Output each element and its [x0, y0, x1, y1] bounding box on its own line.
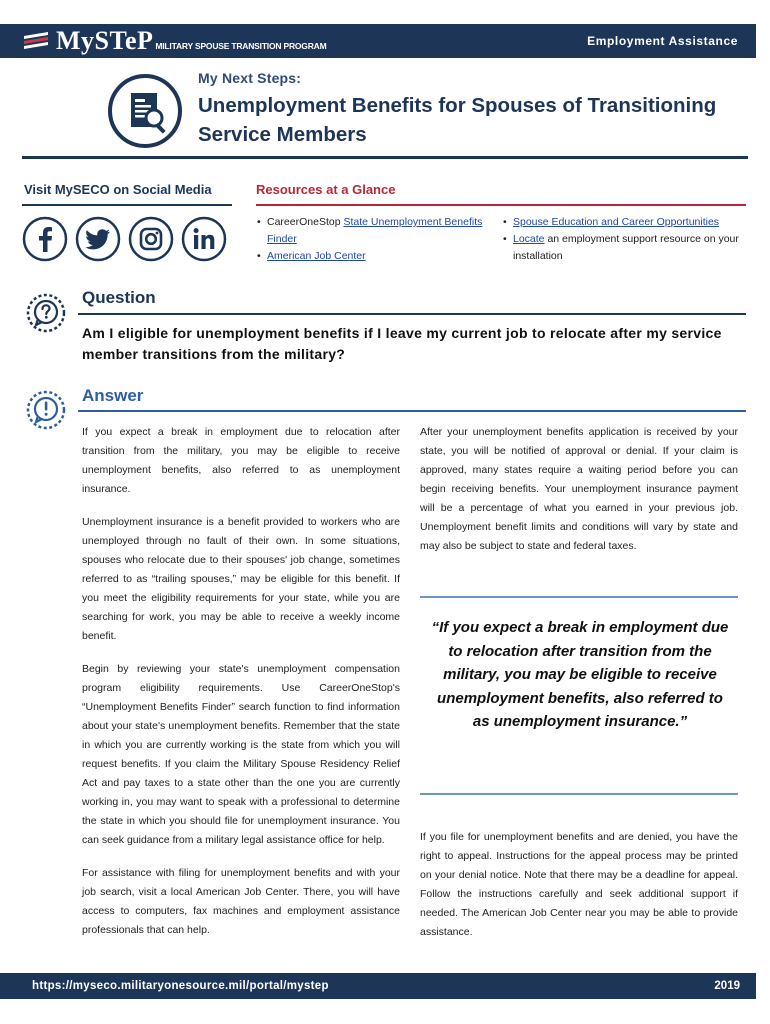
locate-link[interactable]: Locate — [513, 233, 545, 245]
kicker-label: My Next Steps: — [198, 70, 302, 86]
resources-right-column — [502, 214, 742, 265]
answer-left-column — [82, 423, 400, 954]
twitter-icon[interactable] — [75, 216, 121, 262]
answer-paragraph: Unemployment insurance is a benefit provided to workers who are unemployed through no fault of their own. In some situations, spouses who relocate due to their spouses' job change, sometimes referred to as “trailing spouses,” may be eligible for this benefit. If you meet the eligibility requirements for your state, while you are searching for work, you may be able to receive a weekly income benefit. — [82, 516, 400, 642]
title-divider — [22, 156, 748, 159]
footer-url-link[interactable]: https://myseco.militaryonesource.mil/portal/mystep — [32, 980, 329, 992]
answer-divider — [78, 410, 746, 412]
exclamation-icon — [25, 389, 67, 431]
linkedin-icon[interactable] — [181, 216, 227, 262]
answer-heading: Answer — [82, 386, 144, 405]
spouse-education-career-opportunities-link[interactable]: Spouse Education and Career Opportunities — [513, 216, 720, 228]
page-title: Unemployment Benefits for Spouses of Transitioning Service Members — [198, 94, 717, 146]
answer-paragraph: If you expect a break in employment due to relocation after transition from the military, you may be eligible to receive unemployment benefits, also referred to as unemployment insurance. — [82, 426, 400, 495]
social-links — [22, 216, 227, 262]
question-text: Am I eligible for unemployment benefits if I leave my current job to relocate after my service member transitions from the military? — [82, 325, 722, 362]
resource-item — [502, 214, 742, 231]
question-heading: Question — [82, 288, 156, 307]
answer-right-column-top — [420, 423, 738, 570]
quote-bottom-rule — [420, 793, 738, 795]
resources-divider — [256, 204, 746, 206]
resources-heading: Resources at a Glance — [256, 182, 396, 197]
resource-item — [256, 214, 501, 248]
resource-suffix: an employment support resource on your installation — [513, 233, 739, 262]
answer-paragraph: For assistance with filing for unemployment benefits and with your job search, visit a local American Job Center. There, you will have access to computers, fax machines and employment assistance professionals that can help. — [82, 867, 400, 936]
answer-paragraph: If you file for unemployment benefits and are denied, you have the right to appeal. Instructions for the appeal process may be printed on your denial notice. Note that there may be a deadline for appeal. Follow the instructions carefully and seek additional support if needed. The American Job Center near you may be able to provide assistance. — [420, 831, 738, 938]
logo-text: MySTeP — [56, 26, 154, 55]
logo-subtitle: MILITARY SPOUSE TRANSITION PROGRAM — [155, 41, 327, 51]
document-search-icon — [107, 73, 183, 149]
facebook-icon[interactable] — [22, 216, 68, 262]
mystep-logo[interactable] — [22, 26, 326, 56]
resource-item — [502, 231, 742, 265]
header-section-label: Employment Assistance — [587, 34, 738, 48]
resource-item — [256, 248, 501, 265]
answer-paragraph: Begin by reviewing your state's unemployment compensation program eligibility requirements. Use CareerOneStop's “Unemployment Benefits Finder” search function to find information about your state's unemployment benefits. Remember that the state in which you are currently working is the state from which you will request benefits. If you claim the Military Spouse Residency Relief Act and pay taxes to a state other than the one you are currently working in, you may want to speak with a professional to determine the state in which you should file for unemployment insurance. You can seek guidance from a military legal assistance office for help. — [82, 663, 400, 846]
state-unemployment-benefits-finder-link[interactable]: State Unemployment Benefits Finder — [267, 216, 483, 245]
resource-prefix: CareerOneStop — [267, 216, 344, 228]
american-job-center-link[interactable]: American Job Center — [267, 250, 366, 262]
social-divider — [22, 204, 232, 206]
question-icon — [25, 292, 67, 334]
social-heading: Visit MySECO on Social Media — [24, 182, 212, 197]
flag-stripes-icon — [22, 30, 52, 52]
quote-top-rule — [420, 596, 738, 598]
question-divider — [78, 313, 746, 315]
resources-left-column — [256, 214, 501, 265]
footer-year: 2019 — [714, 980, 740, 992]
answer-right-column-bottom — [420, 828, 738, 956]
pull-quote: “If you expect a break in employment due to relocation after transition from the military, you may be eligible to receive unemployment benefits, also referred to as unemployment insurance.” — [431, 619, 729, 730]
instagram-icon[interactable] — [128, 216, 174, 262]
answer-paragraph: After your unemployment benefits application is received by your state, you will be notified of approval or denial. If your claim is approved, many states require a waiting period before you can begin receiving benefits. Your unemployment insurance payment will be a percentage of what you earned in your previous job. Unemployment benefit limits and conditions will vary by state and may also be subject to state and federal taxes. — [420, 426, 738, 552]
